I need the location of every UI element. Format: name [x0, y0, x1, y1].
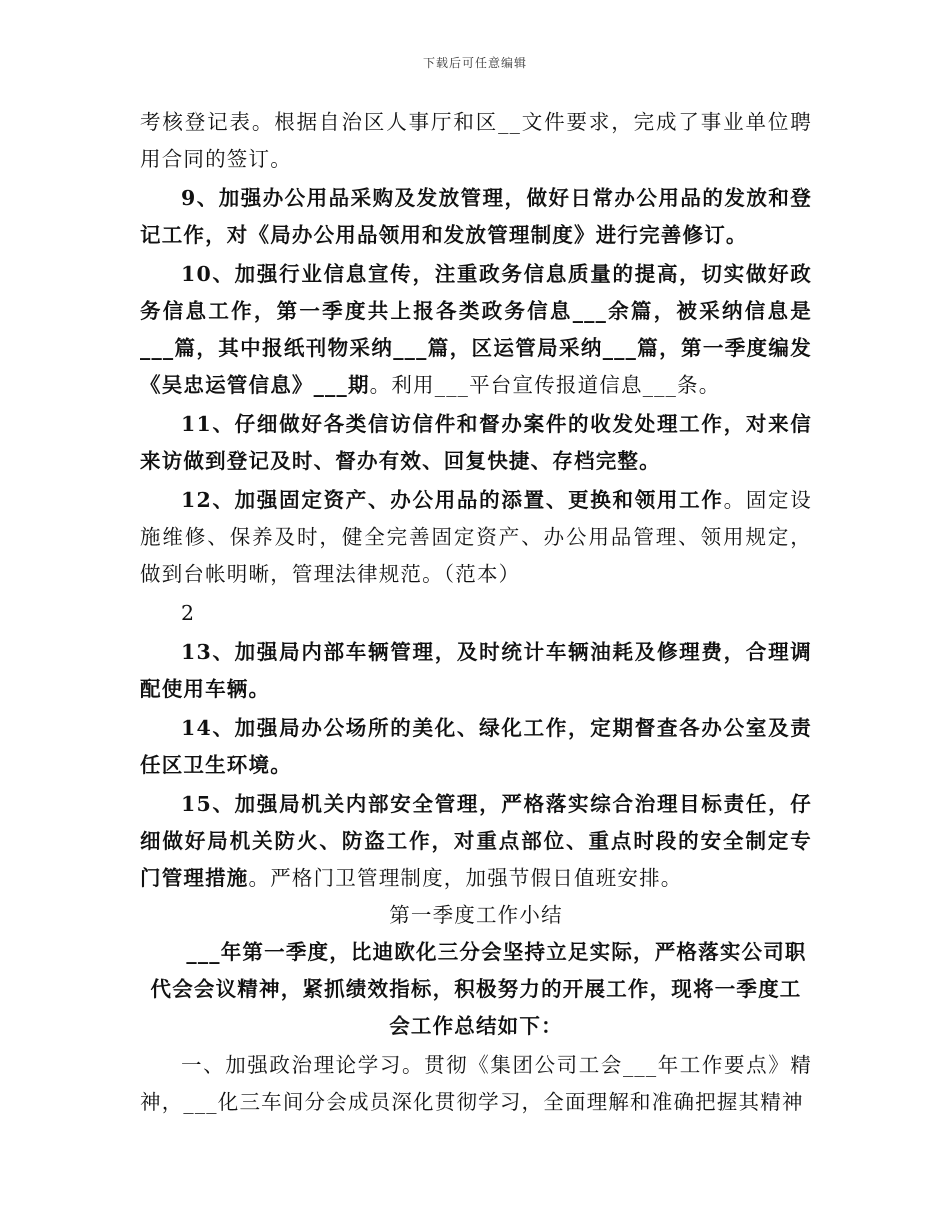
paragraph-section-1: 一、加强政治理论学习。贯彻《集团公司工会___年工作要点》精神，___化三车间分会成员深化贯彻学习，全面理解和准确把握其精神 [140, 1053, 812, 1114]
paragraph-registration: 考核登记表。根据自治区人事厅和区__文件要求，完成了事业单位聘用合同的签订。 [140, 110, 812, 171]
item-10-normal-text: 。利用___平台宣传报道信息___条。 [369, 373, 721, 397]
item-15-bold-text: 15、加强局机关内部安全管理，严格落实综合治理目标责任，仔细做好局机关防火、防盗工作，对重点部位、重点时段的安全制定专门管理措施 [140, 792, 812, 890]
page-header: 下载后可任意编辑 [422, 56, 527, 70]
paragraph-item-15 [140, 786, 812, 897]
item-15-normal-text: 。严格门卫管理制度，加强节假日值班安排。 [248, 866, 683, 890]
item-12-normal-text: 。固定设施维修、保养及时，健全完善固定资产、办公用品管理、领用规定，做到台帐明晰，管理法律规范。（范本） [140, 488, 812, 586]
document-body [140, 104, 812, 1121]
paragraph-item-9: 9、加强办公用品采购及发放管理，做好日常办公用品的发放和登记工作，对《局办公用品领用和发放管理制度》进行完善修订。 [140, 186, 812, 247]
paragraph-item-11: 11、仔细做好各类信访信件和督办案件的收发处理工作，对来信来访做到登记及时、督办有效、回复快捷、存档完整。 [140, 412, 812, 473]
paragraph-item-14: 14、加强局办公场所的美化、绿化工作，定期督查各办公室及责任区卫生环境。 [140, 716, 812, 777]
paragraph-item-10 [140, 256, 812, 404]
item-12-bold-text: 12、加强固定资产、办公用品的添置、更换和领用工作 [181, 488, 724, 512]
paragraph-item-13: 13、加强局内部车辆管理，及时统计车辆油耗及修理费，合理调配使用车辆。 [140, 640, 812, 701]
section-title: 第一季度工作小结 [389, 903, 563, 927]
page-number: 2 [181, 601, 196, 625]
paragraph-intro: ___年第一季度，比迪欧化三分会坚持立足实际，严格落实公司职代会会议精神，紧抓绩效指标，积极努力的开展工作，现将一季度工会工作总结如下： [150, 940, 807, 1038]
item-10-bold-text: 10、加强行业信息宣传，注重政务信息质量的提高，切实做好政务信息工作，第一季度共上报各类政务信息___余篇，被采纳信息是___篇，其中报纸刊物采纳___篇，区运管局采纳___篇，第一季度编发《吴忠运管信息》___期 [140, 262, 812, 397]
paragraph-item-12 [140, 482, 812, 593]
